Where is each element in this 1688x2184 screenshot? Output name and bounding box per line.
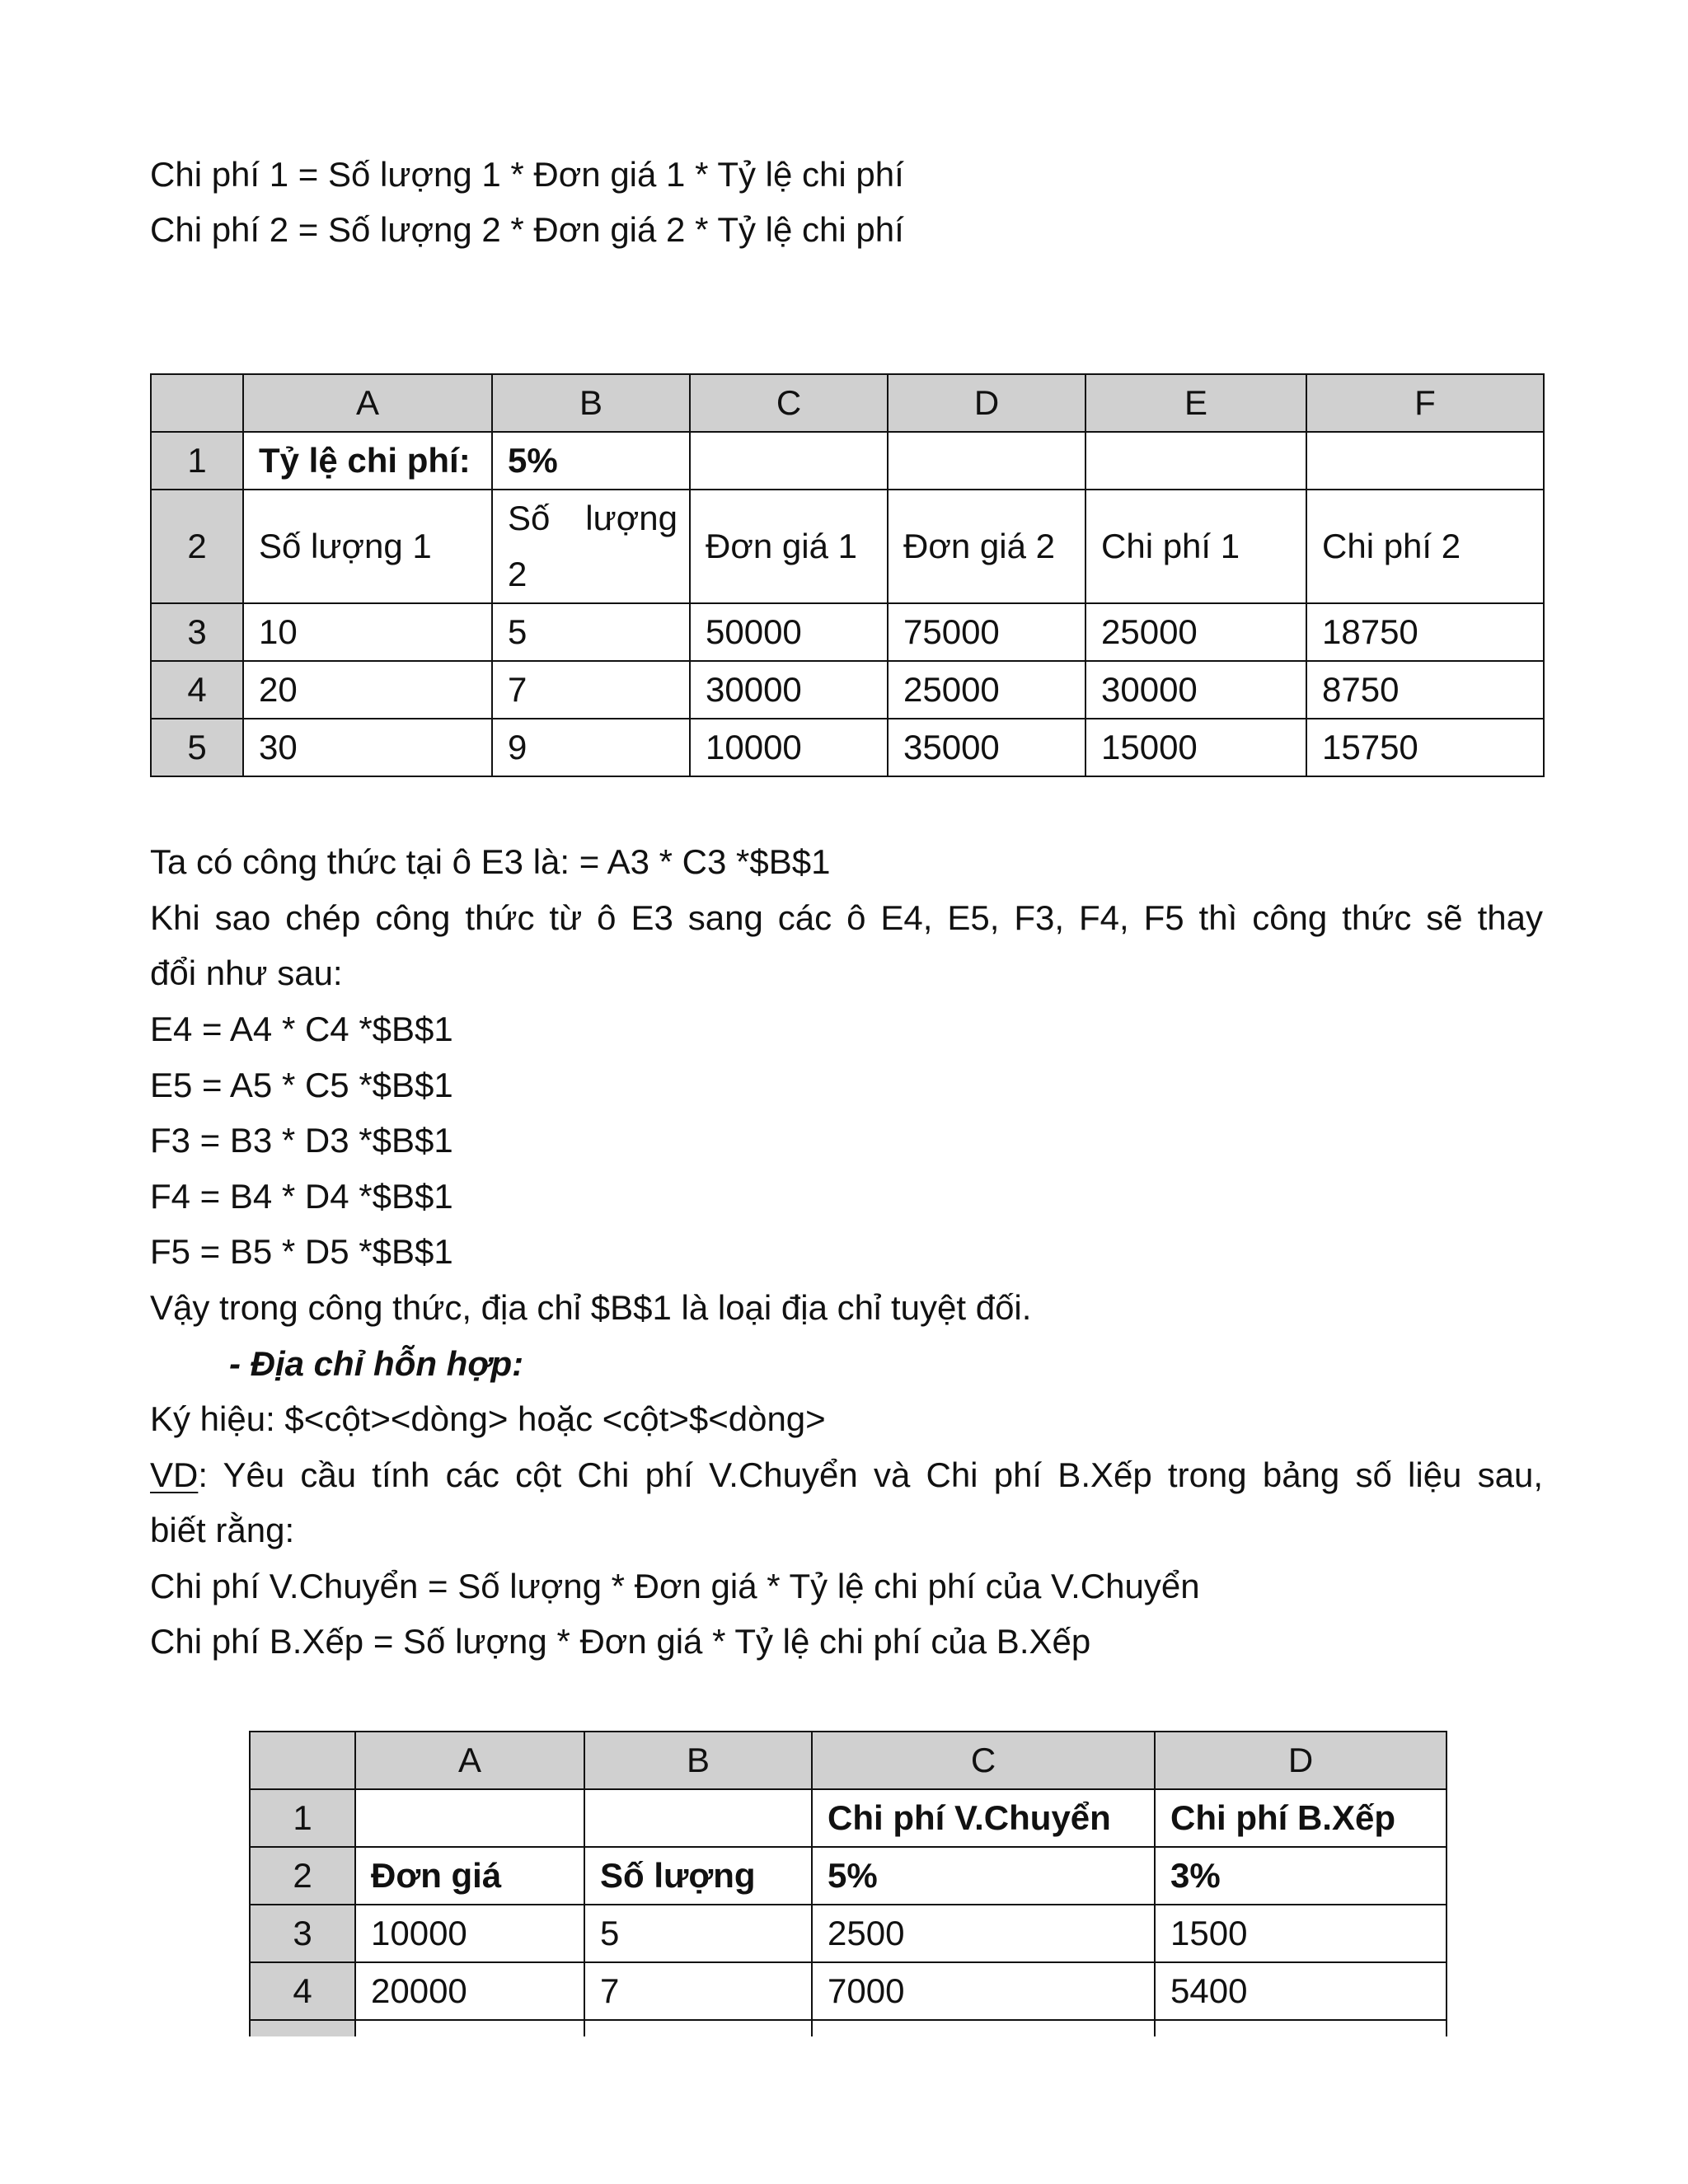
column-header: C <box>812 1732 1155 1789</box>
table-cell: Tỷ lệ chi phí: <box>243 432 492 490</box>
table-cell: 15000 <box>1085 719 1306 776</box>
table-cell <box>492 490 690 603</box>
example-label: VD <box>150 1455 199 1494</box>
table-header-row <box>250 1732 1447 1789</box>
table-cell <box>584 2020 812 2036</box>
table-cell: 10000 <box>355 1905 584 1962</box>
column-header: F <box>1306 374 1544 432</box>
paragraph-e3-formula: Ta có công thức tại ô E3 là: = A3 * C3 *$B$1 <box>150 842 831 881</box>
column-header: A <box>355 1732 584 1789</box>
formula-line-2: Chi phí 2 = Số lượng 2 * Đơn giá 2 * Tỷ lệ chi phí <box>150 210 904 249</box>
paragraph-symbol: Ký hiệu: $<cột><dòng> hoặc <cột>$<dòng> <box>150 1399 826 1438</box>
table-cell: 5 <box>492 603 690 661</box>
row-number: 4 <box>250 1962 355 2020</box>
spreadsheet-table-2 <box>249 1731 1447 2036</box>
formula-f4: F4 = B4 * D4 *$B$1 <box>150 1177 453 1216</box>
column-header: B <box>584 1732 812 1789</box>
table-cell: 3% <box>1155 1847 1447 1905</box>
formula-e4: E4 = A4 * C4 *$B$1 <box>150 1010 453 1048</box>
table-cell: 7000 <box>812 1962 1155 2020</box>
row-number: 4 <box>151 661 243 719</box>
spreadsheet-table-1 <box>150 373 1545 777</box>
table-cell <box>888 432 1085 490</box>
formula-line-1: Chi phí 1 = Số lượng 1 * Đơn giá 1 * Tỷ lệ chi phí <box>150 155 904 194</box>
table-cell: Chi phí 2 <box>1306 490 1544 603</box>
table-row <box>151 432 1544 490</box>
column-header: D <box>1155 1732 1447 1789</box>
formula-e5: E5 = A5 * C5 *$B$1 <box>150 1066 453 1104</box>
paragraph-example-line-2: biết rằng: <box>150 1511 295 1549</box>
table-row <box>250 1962 1447 2020</box>
table-row <box>151 490 1544 603</box>
table-cell: Số lượng <box>584 1847 812 1905</box>
row-number: 1 <box>151 432 243 490</box>
formula-van-chuyen: Chi phí V.Chuyển = Số lượng * Đơn giá * Tỷ lệ chi phí của V.Chuyển <box>150 1567 1200 1605</box>
table-cell: 10 <box>243 603 492 661</box>
column-header: B <box>492 374 690 432</box>
column-header: C <box>690 374 888 432</box>
table-row <box>151 719 1544 776</box>
formula-f3: F3 = B3 * D3 *$B$1 <box>150 1121 453 1160</box>
paragraph-copy-line-1: Khi sao chép công thức từ ô E3 sang các ô E4, E5, F3, F4, F5 thì công thức sẽ thay <box>150 898 1543 937</box>
table-row <box>250 1789 1447 1847</box>
table-cell: 7 <box>492 661 690 719</box>
table-cell: 35000 <box>888 719 1085 776</box>
table-cell: 7 <box>584 1962 812 2020</box>
table-cell: Đơn giá 2 <box>888 490 1085 603</box>
cell-text-line: Số lượng <box>508 499 678 537</box>
column-header: A <box>243 374 492 432</box>
table-row <box>151 661 1544 719</box>
table-cell <box>1155 2020 1447 2036</box>
table-cell: 5400 <box>1155 1962 1447 2020</box>
table-cell: Đơn giá 1 <box>690 490 888 603</box>
paragraph-example-line-1 <box>150 1447 1543 1503</box>
corner-cell <box>250 1732 355 1789</box>
table-cell: 50000 <box>690 603 888 661</box>
table-cell: 1500 <box>1155 1905 1447 1962</box>
table-cell: 25000 <box>1085 603 1306 661</box>
table-cell <box>812 2020 1155 2036</box>
row-number: 2 <box>250 1847 355 1905</box>
table-cell: 10000 <box>690 719 888 776</box>
table-cell: 9 <box>492 719 690 776</box>
table-cell: Số lượng 1 <box>243 490 492 603</box>
table-row <box>250 1905 1447 1962</box>
table-cell <box>1306 432 1544 490</box>
table-cell: 5% <box>492 432 690 490</box>
formula-boc-xep: Chi phí B.Xếp = Số lượng * Đơn giá * Tỷ lệ chi phí của B.Xếp <box>150 1622 1091 1661</box>
table-header-row <box>151 374 1544 432</box>
row-number: 5 <box>151 719 243 776</box>
table-cell: 5% <box>812 1847 1155 1905</box>
table-cell: 2500 <box>812 1905 1155 1962</box>
corner-cell <box>151 374 243 432</box>
table-cell: Chi phí B.Xếp <box>1155 1789 1447 1847</box>
example-text: : Yêu cầu tính các cột Chi phí V.Chuyển và Chi phí B.Xếp trong bảng số liệu sau, <box>198 1455 1543 1494</box>
paragraph-copy-line-2: đổi như sau: <box>150 954 343 992</box>
row-number: 3 <box>151 603 243 661</box>
table-cell <box>1085 432 1306 490</box>
row-number: 2 <box>151 490 243 603</box>
table-cell: 5 <box>584 1905 812 1962</box>
table-row <box>250 1847 1447 1905</box>
table-cell: Đơn giá <box>355 1847 584 1905</box>
row-number <box>250 2020 355 2036</box>
table-cell: Chi phí V.Chuyển <box>812 1789 1155 1847</box>
column-header: D <box>888 374 1085 432</box>
table-cell <box>355 2020 584 2036</box>
table-cell: 75000 <box>888 603 1085 661</box>
table-cell: 20000 <box>355 1962 584 2020</box>
table-cell <box>355 1789 584 1847</box>
table-row <box>151 603 1544 661</box>
table-cell: 20 <box>243 661 492 719</box>
formula-f5: F5 = B5 * D5 *$B$1 <box>150 1232 453 1271</box>
cell-text-line: 2 <box>508 555 528 593</box>
paragraph-conclusion: Vậy trong công thức, địa chỉ $B$1 là loại địa chỉ tuyệt đối. <box>150 1288 1032 1327</box>
table-cell: 18750 <box>1306 603 1544 661</box>
table-row-cut-off <box>250 2020 1447 2036</box>
table-cell: 30000 <box>690 661 888 719</box>
table-cell <box>584 1789 812 1847</box>
table-cell: 30 <box>243 719 492 776</box>
column-header: E <box>1085 374 1306 432</box>
table-cell: 8750 <box>1306 661 1544 719</box>
table-cell: 15750 <box>1306 719 1544 776</box>
table-cell <box>690 432 888 490</box>
row-number: 1 <box>250 1789 355 1847</box>
table-cell: 30000 <box>1085 661 1306 719</box>
table-cell: 25000 <box>888 661 1085 719</box>
row-number: 3 <box>250 1905 355 1962</box>
section-heading: - Địa chỉ hỗn hợp: <box>229 1344 524 1383</box>
table-cell: Chi phí 1 <box>1085 490 1306 603</box>
